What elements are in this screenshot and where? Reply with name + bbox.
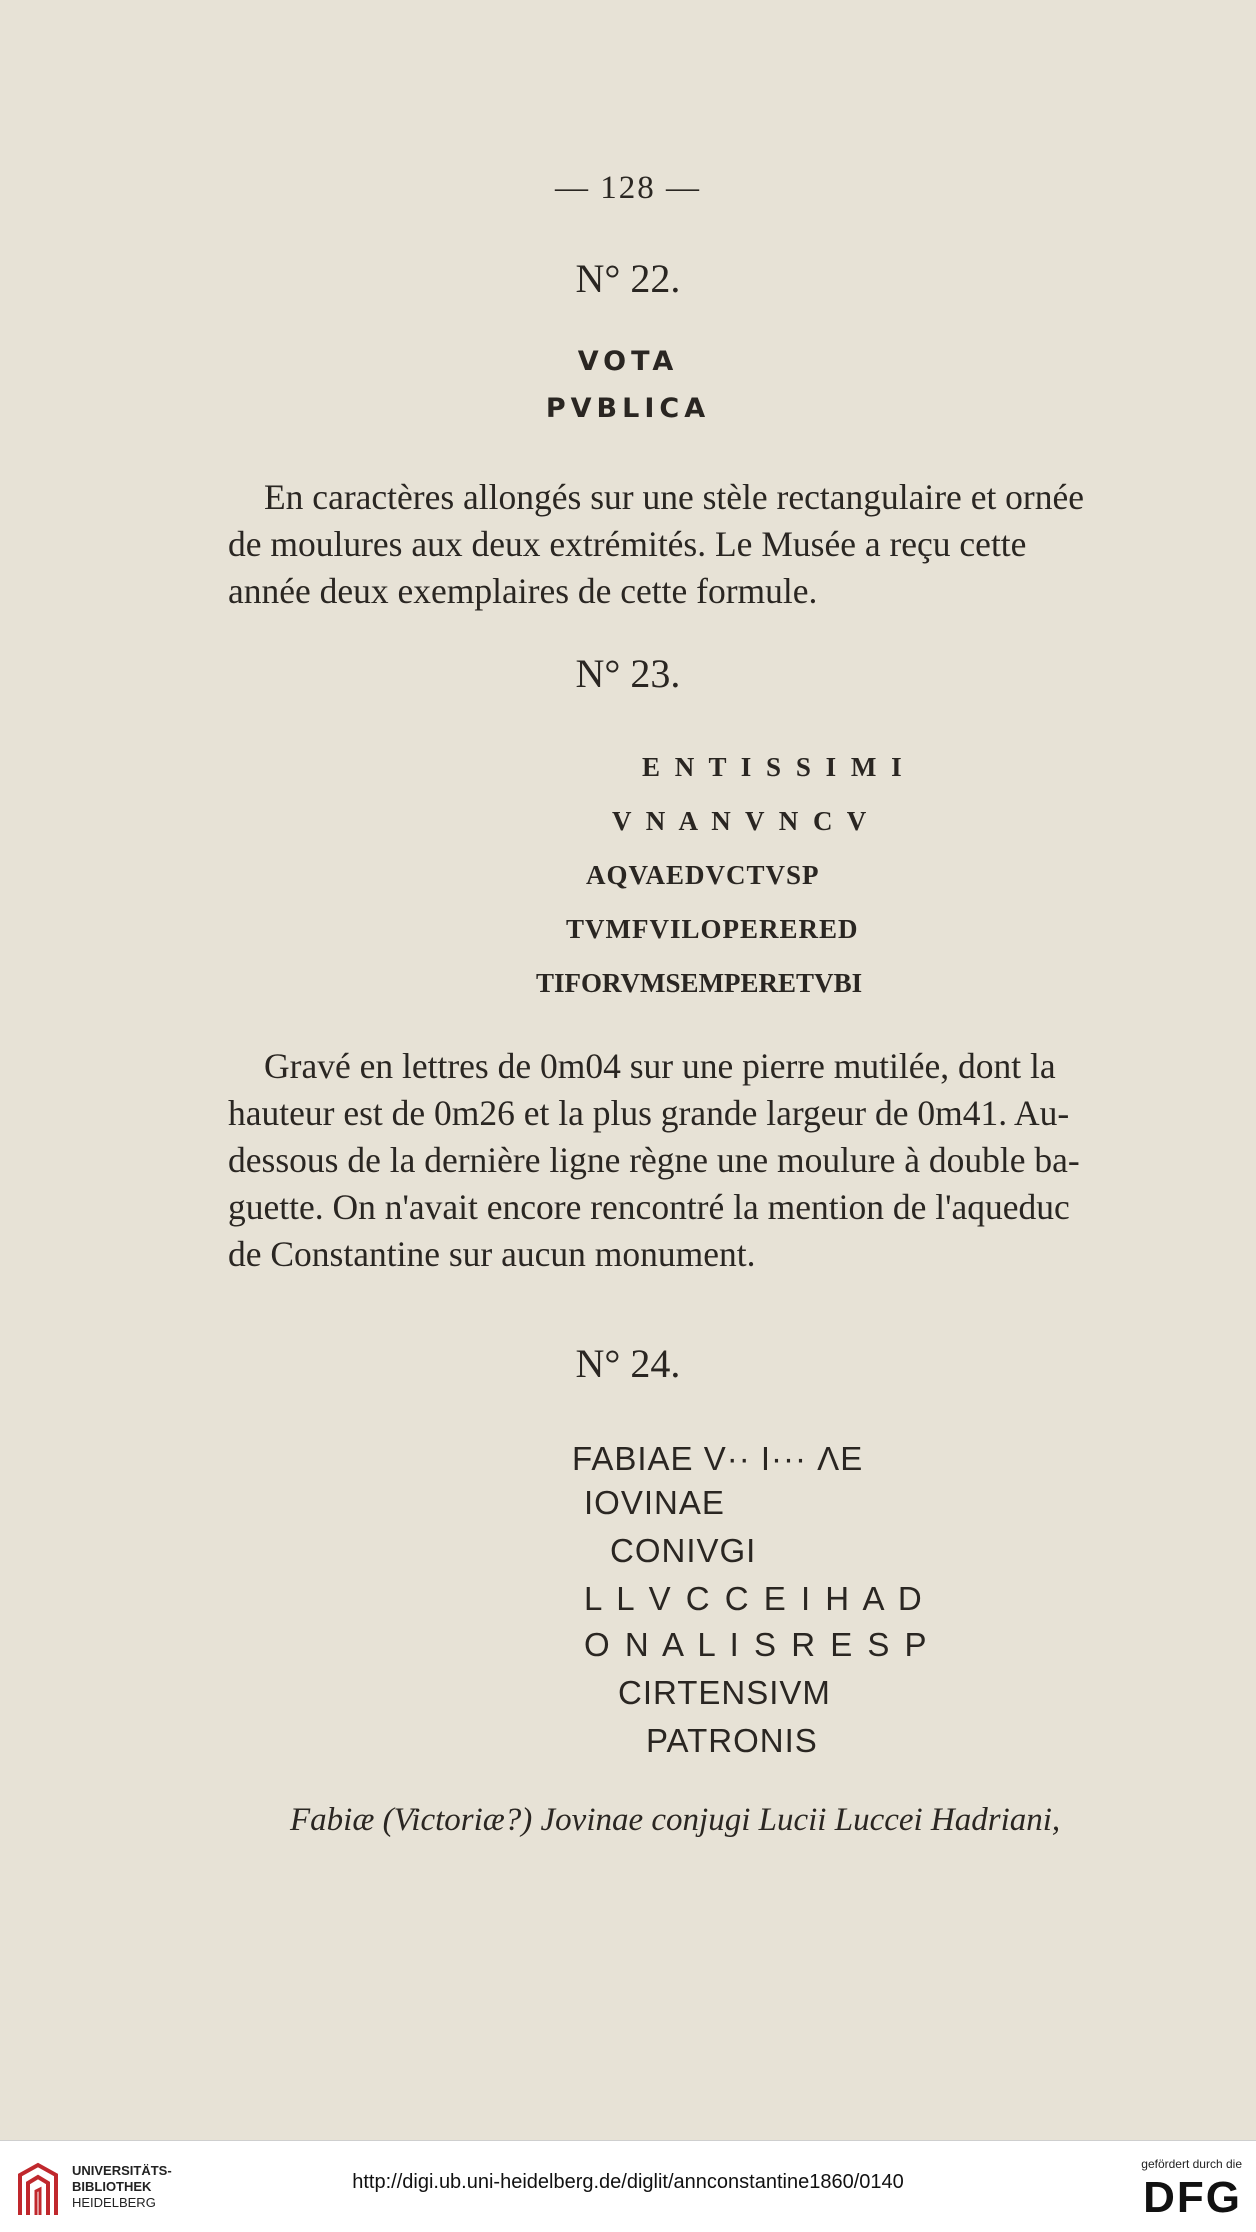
digitization-footer: [0, 2140, 1256, 2232]
library-name-line: BIBLIOTHEK: [72, 2179, 152, 2194]
page-number: — 128 —: [555, 170, 701, 206]
text-line: guette. On n'avait encore rencontré la mention de l'aqueduc: [228, 1187, 1070, 1227]
inscription-line: PATRONIS: [646, 1722, 818, 1759]
text-line: En caractères allongés sur une stèle rectangulaire et ornée: [264, 477, 1085, 517]
sponsor-caption: gefördert durch die: [1141, 2157, 1242, 2171]
text-line: de moulures aux deux extrémités. Le Musée a reçu cette: [228, 524, 1027, 564]
text-line: Gravé en lettres de 0m04 sur une pierre mutilée, dont la: [264, 1046, 1056, 1086]
inscription-line: V N A N V N C V: [612, 806, 871, 836]
inscription-line: TVMFVILOPERERED: [566, 914, 859, 944]
translation-line: Fabiæ (Victoriæ?) Jovinae conjugi Lucii Luccei Hadriani,: [290, 1802, 1061, 1838]
inscription-line: CIRTENSIVM: [618, 1674, 831, 1711]
inscription-line: TIFORVMSEMPERETVBI: [536, 968, 863, 998]
inscription-line: L L V C C E I H A D: [584, 1580, 925, 1617]
inscription-line: PVBLICA: [545, 393, 711, 424]
text-line: année deux exemplaires de cette formule.: [228, 571, 818, 611]
library-name-line: HEIDELBERG: [72, 2195, 156, 2210]
inscription-line: VOTA: [577, 346, 679, 377]
text-line: dessous de la dernière ligne règne une moulure à double ba-: [228, 1140, 1080, 1180]
text-line: de Constantine sur aucun monument.: [228, 1234, 756, 1274]
dfg-logo: DFG: [1143, 2173, 1242, 2222]
inscription-line: IOVINAE: [584, 1484, 725, 1521]
library-name-line: UNIVERSITÄTS-: [72, 2163, 172, 2178]
paragraph-22: [228, 474, 1208, 615]
section-heading-22: N° 22.: [575, 256, 681, 301]
paragraph-23: [228, 1043, 1208, 1278]
permalink-url[interactable]: http://digi.ub.uni-heidelberg.de/diglit/annconstantine1860/0140: [352, 2171, 904, 2193]
section-heading-24: N° 24.: [575, 1341, 681, 1386]
section-heading-23: N° 23.: [575, 651, 681, 696]
inscription-line: FABIAE V·· I··· ΛE: [572, 1440, 864, 1477]
inscription-line: E N T I S S I M I: [642, 752, 906, 782]
inscription-line: O N A L I S R E S P: [584, 1626, 930, 1663]
inscription-line: AQVAEDVCTVSP: [586, 860, 820, 890]
inscription-line: CONIVGI: [610, 1532, 757, 1569]
text-line: hauteur est de 0m26 et la plus grande largeur de 0m41. Au-: [228, 1093, 1070, 1133]
